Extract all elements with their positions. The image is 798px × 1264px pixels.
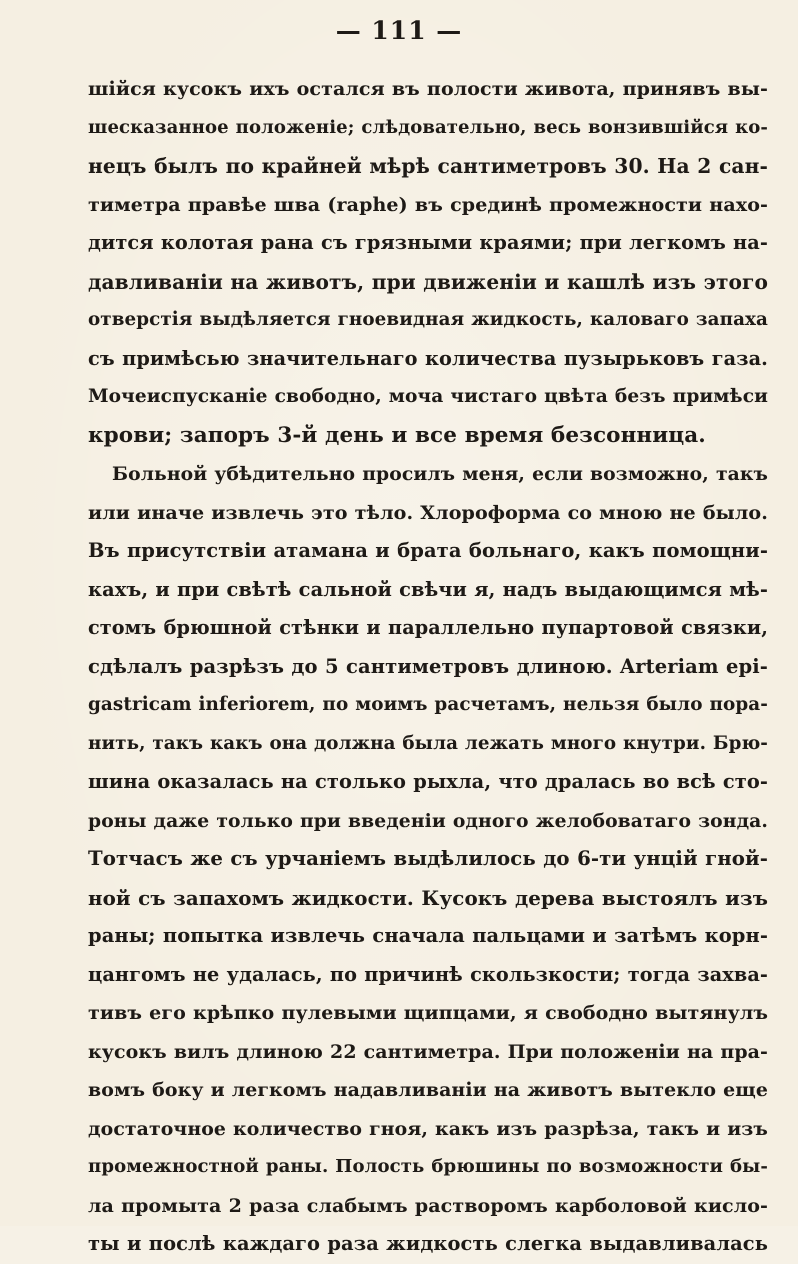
text-line: съ примѣсью значительнаго количества пузырьковъ газа.	[88, 346, 768, 370]
text-line: Тотчасъ же съ урчаніемъ выдѣлилось до 6-ти унцій гной-	[88, 847, 768, 870]
text-line: gastricam inferiorem, по моимъ расчетамъ, нельзя было пора-	[88, 694, 768, 715]
text-line: Въ присутствіи атамана и брата больнаго, какъ помощни-	[88, 539, 768, 562]
text-line: Мочеиспусканіе свободно, моча чистаго цвѣта безъ примѣси	[88, 386, 768, 407]
text-line: тиметра правѣе шва (raphe) въ срединѣ промежности нахо-	[88, 193, 768, 216]
text-line: ты и послѣ каждаго раза жидкость слегка выдавливалась	[88, 1232, 768, 1255]
text-line: цангомъ не удалась, по причинѣ скользкости; тогда захва-	[88, 962, 768, 986]
text-line: кахъ, и при свѣтѣ сальной свѣчи я, надъ выдающимся мѣ-	[88, 577, 768, 601]
text-line: кусокъ вилъ длиною 22 сантиметра. При положеніи на пра-	[88, 1040, 768, 1063]
text-line: дится колотая рана съ грязными краями; при легкомъ на-	[88, 231, 768, 254]
text-line: ла промыта 2 раза слабымъ растворомъ карболовой кисло-	[88, 1194, 768, 1217]
page-number: — 111 —	[335, 16, 463, 45]
text-line: отверстія выдѣляется гноевидная жидкость, каловаго запаха	[88, 309, 768, 330]
text-line: промежностной раны. Полость брюшины по возможности бы-	[88, 1156, 768, 1177]
text-line: стомъ брюшной стѣнки и параллельно пупартовой связки,	[88, 616, 768, 639]
text-line: Больной убѣдительно просилъ меня, если возможно, такъ	[112, 463, 768, 485]
text-line: достаточное количество гноя, какъ изъ разрѣза, такъ и изъ	[88, 1117, 768, 1140]
text-line: раны; попытка извлечь сначала пальцами и затѣмъ корн-	[88, 924, 768, 947]
text-line: шина оказалась на столько рыхла, что дралась во всѣ сто-	[88, 770, 768, 793]
text-line: шесказанное положеніе; слѣдовательно, весь вонзившійся ко-	[88, 116, 768, 138]
text-line: роны даже только при введеніи одного желобоватаго зонда.	[88, 809, 768, 832]
text-line: ной съ запахомъ жидкости. Кусокъ дерева выстоялъ изъ	[88, 885, 768, 910]
text-line: вомъ боку и легкомъ надавливаніи на животъ вытекло еще	[88, 1079, 768, 1101]
text-line: нить, такъ какъ она должна была лежать много кнутри. Брю-	[88, 732, 768, 754]
text-line: сдѣлалъ разрѣзъ до 5 сантиметровъ длиною. Arteriam epi-	[88, 654, 768, 678]
text-line: крови; запоръ 3-й день и все время безсонница.	[88, 422, 706, 448]
text-line: давливаніи на животъ, при движеніи и кашлѣ изъ этого	[88, 269, 768, 294]
text-line: или иначе извлечь это тѣло. Хлороформа со мною не было.	[88, 501, 768, 524]
text-line: тивъ его крѣпко пулевыми щипцами, я свободно вытянулъ	[88, 1002, 768, 1024]
text-line: шійся кусокъ ихъ остался въ полости живота, принявъ вы-	[88, 78, 768, 100]
body-text	[88, 70, 768, 1264]
text-line: нецъ былъ по крайней мѣрѣ сантиметровъ 30. На 2 сан-	[88, 154, 768, 178]
